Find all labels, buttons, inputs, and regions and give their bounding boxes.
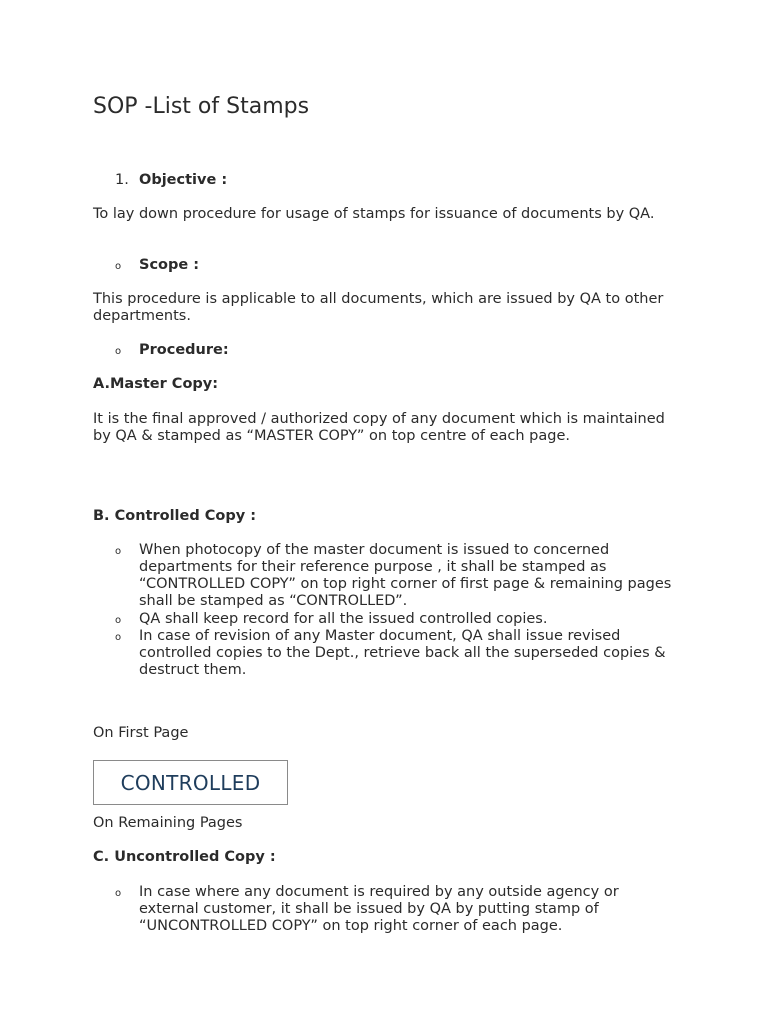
bullet-icon: o	[115, 546, 122, 557]
page-title: SOP -List of Stamps	[93, 94, 310, 119]
master-copy-text: It is the final approved / authorized copy of any document which is maintained by QA & stamped as “MASTER COPY” on top centre of each page.	[93, 411, 665, 444]
first-page-label: On First Page	[93, 725, 189, 741]
master-copy-heading: A.Master Copy:	[93, 376, 219, 392]
controlled-stamp	[93, 760, 288, 805]
bullet-icon: o	[115, 261, 122, 272]
objective-text: To lay down procedure for usage of stamps for issuance of documents by QA.	[93, 206, 655, 222]
controlled-copy-heading: B. Controlled Copy :	[93, 508, 257, 524]
scope-text: This procedure is applicable to all documents, which are issued by QA to other departments.	[93, 291, 664, 324]
bullet-icon: o	[115, 632, 122, 643]
stamp-text: CONTROLLED	[120, 770, 261, 795]
bullet-icon: o	[115, 346, 122, 357]
controlled-copy-bullet-1: When photocopy of the master document is issued to concerned departments for their reference purpose , it shall be stamped as “CONTROLLED COPY” on top right corner of first page & remaining pages shall be stamped as “CONTROLLED”.	[139, 542, 672, 609]
list-number: 1.	[115, 172, 129, 188]
controlled-copy-bullet-2: QA shall keep record for all the issued controlled copies.	[139, 611, 548, 627]
remaining-pages-label: On Remaining Pages	[93, 815, 243, 831]
bullet-icon: o	[115, 888, 122, 899]
uncontrolled-copy-heading: C. Uncontrolled Copy :	[93, 849, 276, 865]
procedure-heading: Procedure:	[139, 342, 229, 358]
controlled-copy-bullet-3: In case of revision of any Master document, QA shall issue revised controlled copies to the Dept., retrieve back all the superseded copies & destruct them.	[139, 628, 666, 678]
bullet-icon: o	[115, 615, 122, 626]
uncontrolled-copy-bullet-1: In case where any document is required by any outside agency or external customer, it shall be issued by QA by putting stamp of “UNCONTROLLED COPY” on top right corner of each page.	[139, 884, 619, 934]
objective-heading: Objective :	[139, 172, 228, 188]
scope-heading: Scope :	[139, 257, 200, 273]
